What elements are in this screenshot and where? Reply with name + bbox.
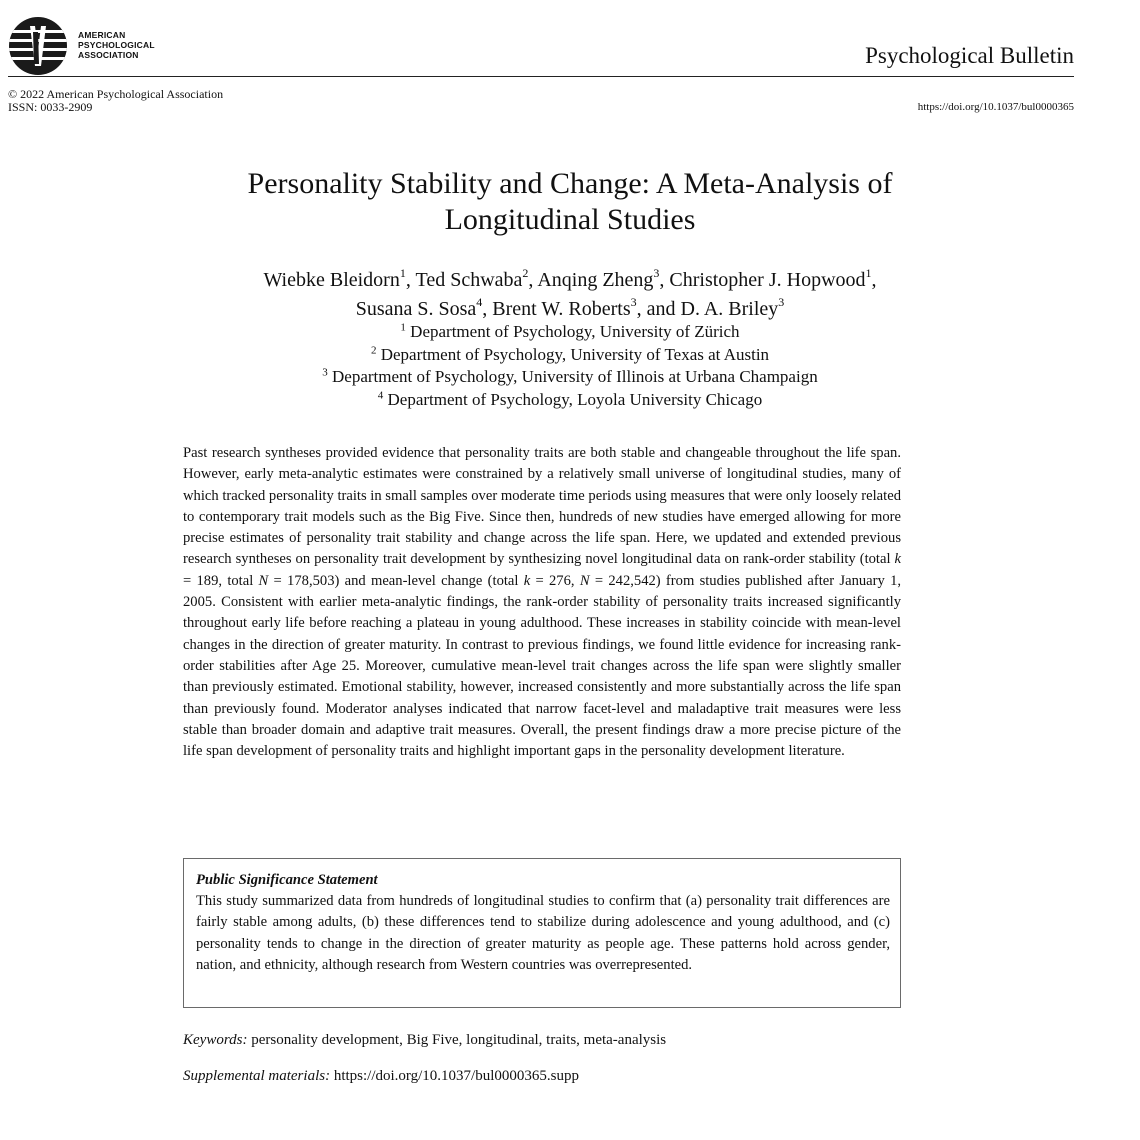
author-name: D. A. Briley (680, 298, 779, 320)
public-significance-title: Public Significance Statement (196, 872, 378, 888)
author-name: Susana S. Sosa (355, 298, 477, 320)
abstract-text: = 178,503) and mean-level change (total (268, 572, 524, 589)
stat-k-symbol: k (523, 572, 531, 589)
public-significance-box (183, 858, 901, 1008)
affiliation-number: 4 (377, 388, 384, 401)
supplemental-line (183, 1066, 579, 1086)
abstract-text: = 242,542) from studies published after January 1, 2005. Consistent with earlier meta-analytic findings, the rank-order stability of personality traits increased significantly throughout early life before reaching a plateau in young adulthood. These increases in stability coincide with mean-level changes in the direction of greater maturity. In contrast to previous findings, we found little evidence for increasing rank-order stabilities after Age 25. Moreover, cumulative mean-level trait changes across the life span were slightly smaller than previously estimated. Emotional stability, however, increased consistently and more substantially across the life span than previously found. Moderator analyses indicated that narrow facet-level and maladaptive trait measures were less stable than broader domain and adaptive trait measures. Overall, the present findings draw a more precise picture of the life span development of personality traits and highlight important gaps in the personality development literature. (183, 572, 902, 760)
stat-n-symbol: N (579, 572, 590, 589)
affiliation-text: Department of Psychology, University of Zürich (410, 322, 740, 341)
keywords-text: personality development, Big Five, longitudinal, traits, meta-analysis (251, 1032, 667, 1048)
affiliation-item (60, 344, 1080, 367)
author-affiliation-marker: 3 (778, 295, 785, 310)
org-line: ASSOCIATION (78, 50, 139, 60)
author-affiliation-marker: 1 (865, 266, 872, 281)
author-name: Brent W. Roberts (492, 298, 631, 320)
author-affiliation-marker: 2 (522, 266, 529, 281)
author-line-2 (60, 295, 1080, 324)
author-affiliation-marker: 1 (399, 266, 406, 281)
org-line: AMERICAN (78, 30, 126, 40)
stat-k-symbol: k (894, 551, 901, 568)
affiliation-item (60, 389, 1080, 412)
abstract-text: = 276, (530, 572, 580, 589)
affiliation-number: 1 (400, 321, 406, 334)
keywords-label: Keywords: (183, 1032, 248, 1048)
page-header (8, 16, 1074, 77)
author-separator: , (871, 269, 877, 291)
publisher-name (78, 30, 155, 60)
author-name: Christopher J. Hopwood (669, 269, 866, 291)
issn-text: ISSN: 0033-2909 (8, 100, 93, 114)
copyright-block (8, 88, 223, 114)
abstract (183, 443, 901, 762)
org-line: PSYCHOLOGICAL (78, 40, 155, 50)
affiliation-number: 2 (370, 343, 377, 356)
affiliation-text: Department of Psychology, University of Illinois at Urbana Champaign (332, 367, 818, 386)
abstract-text: = 189, total (183, 572, 259, 589)
affiliation-list (60, 321, 1080, 411)
author-line-1 (60, 266, 1080, 295)
affiliation-text: Department of Psychology, University of Texas at Austin (380, 344, 770, 364)
apa-logo-icon (8, 16, 68, 76)
author-separator: , and (636, 298, 681, 320)
affiliation-number: 3 (322, 366, 328, 379)
author-separator: , (482, 298, 493, 320)
supplemental-label: Supplemental materials: (183, 1068, 331, 1084)
author-affiliation-marker: 3 (653, 266, 660, 281)
keywords-line (183, 1030, 666, 1050)
title-line: Personality Stability and Change: A Meta-Analysis of (247, 167, 893, 200)
journal-title: Psychological Bulletin (865, 43, 1074, 68)
author-affiliation-marker: 4 (476, 295, 483, 310)
author-name: Wiebke Bleidorn (263, 269, 400, 291)
abstract-text: Past research syntheses provided evidence that personality traits are both stable and changeable throughout the life span. However, early meta-analytic estimates were constrained by a relatively small universe of longitudinal studies, many of which tracked personality traits in small samples over moderate time periods using measures that were only loosely related to contemporary trait models such as the Big Five. Since then, hundreds of new studies have emerged allowing for more precise estimates of personality trait stability and change across the life span. Here, we updated and extended previous research syntheses on personality trait development by synthesizing novel longitudinal data on rank-order stability (total (183, 445, 901, 568)
author-separator: , (528, 269, 538, 291)
affiliation-item (60, 321, 1080, 344)
author-list (60, 266, 1080, 324)
public-significance-text (196, 891, 890, 976)
author-name: Anqing Zheng (537, 269, 654, 291)
supplemental-link[interactable]: https://doi.org/10.1037/bul0000365.supp (333, 1068, 579, 1084)
affiliation-text: Department of Psychology, Loyola University Chicago (387, 389, 763, 409)
stat-n-symbol: N (258, 572, 269, 589)
author-name: Ted Schwaba (415, 269, 523, 291)
affiliation-item (60, 366, 1080, 389)
author-separator: , (659, 269, 670, 291)
author-separator: , (405, 269, 416, 291)
author-affiliation-marker: 3 (630, 295, 637, 310)
article-title (100, 166, 1040, 238)
abstract-paragraph (183, 443, 901, 762)
significance-paragraph: This study summarized data from hundreds of longitudinal studies to confirm that (a) personality trait differences are fairly stable among adults, (b) these differences tend to stabilize during adolescence and young adulthood, and (c) personality tends to change in the direction of greater maturity as people age. These patterns hold across gender, nation, and ethnicity, although research from Western countries was overrepresented. (196, 893, 890, 973)
title-line: Longitudinal Studies (444, 203, 696, 236)
copyright-text: © 2022 American Psychological Association (8, 87, 224, 101)
doi-link[interactable]: https://doi.org/10.1037/bul0000365 (917, 101, 1074, 113)
